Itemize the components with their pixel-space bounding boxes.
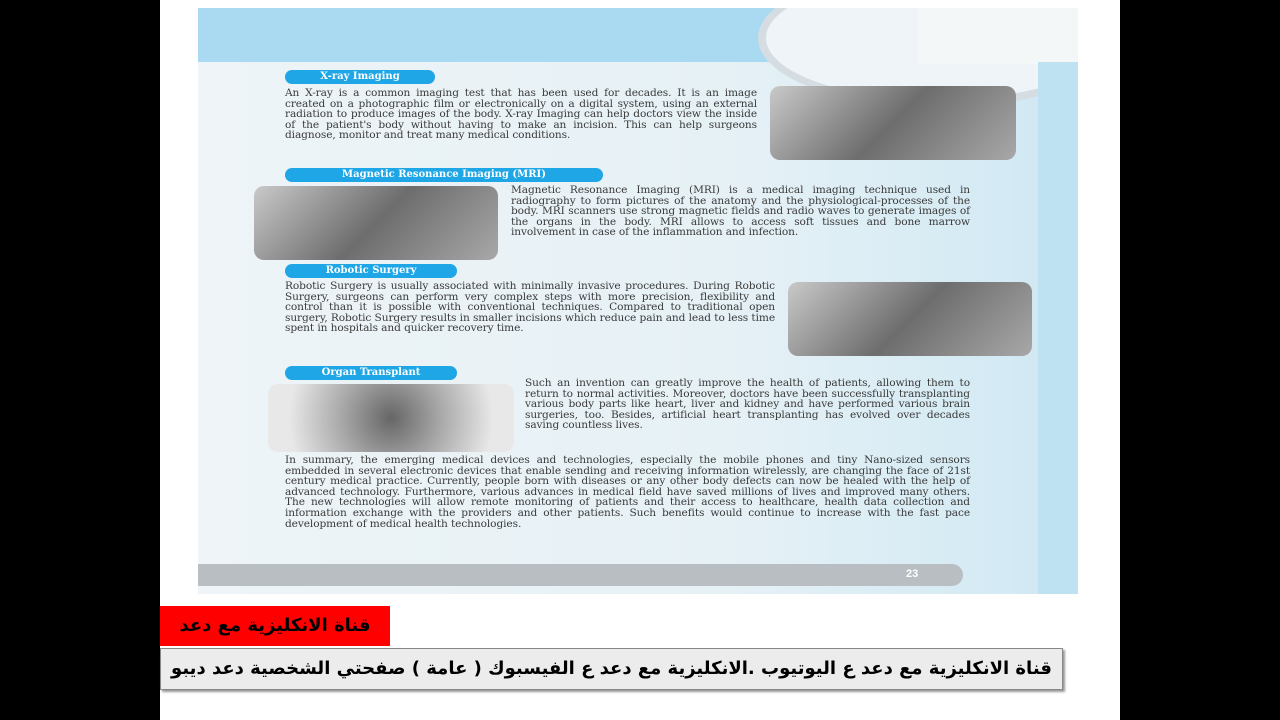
mri-photo bbox=[254, 186, 498, 260]
robotic-text: Robotic Surgery is usually associated with minimally invasive procedures. During Robotic Surgery, surgeons can perform very complex steps with more precision, flexibility and control than it is possible with conventional techniques. Compared to traditional open surgery, Robotic Surgery results in smaller incisions which reduce pain and lead to less time spent in hospitals and quicker recovery time. bbox=[285, 280, 775, 335]
channel-banner: قناة الانكليزية مع دعد ع اليوتيوب .الانكليزية مع دعد ع الفيسبوك ( عامة ) صفحتي الشخصية دعد ديبو bbox=[160, 648, 1063, 690]
page-footer-bar bbox=[198, 564, 963, 586]
section-title-mri: Magnetic Resonance Imaging (MRI) bbox=[285, 168, 603, 182]
section-title-xray: X-ray Imaging bbox=[285, 70, 435, 84]
organ-transplant-photo bbox=[268, 384, 514, 452]
xray-text: An X-ray is a common imaging test that has been used for decades. It is an image created on a photographic film or electronically on a digital system, using an external radiation to produce images of the body. X-ray Imaging can help doctors view the inside of the patient's body without having to make an incision. This can help surgeons diagnose, monitor and treat many medical conditions. bbox=[285, 87, 757, 142]
xray-photo bbox=[770, 86, 1016, 160]
summary-text: In summary, the emerging medical devices and technologies, especially the mobile phones and tiny Nano-sized sensors embedded in several electronic devices that enable sending and receiving information wirelessly, are changing the face of 21st century medical practice. Currently, people born with diseases or any other body defects can now be healed with the help of advanced technology. Furthermore, various advances in medical field have saved millions of lives and improved many others. The new technologies will allow remote monitoring of patients and their access to healthcare, health data collection and information exchange with the providers and other patients. Such benefits would continue to increase with the fast pace development of medical health technologies. bbox=[285, 454, 970, 530]
textbook-page bbox=[198, 8, 1078, 594]
section-title-organ: Organ Transplant bbox=[285, 366, 457, 380]
organ-text: Such an invention can greatly improve the health of patients, allowing them to return to normal activities. Moreover, doctors have been successfully transplanting various body parts like heart, liver and kidney and have performed various brain surgeries, too. Besides, artificial heart transplanting has evolved over decades saving countless lives. bbox=[525, 377, 970, 432]
header-corner bbox=[918, 8, 1078, 64]
mri-text: Magnetic Resonance Imaging (MRI) is a medical imaging technique used in radiography to form pictures of the anatomy and the physiological-processes of the body. MRI scanners use strong magnetic fields and radio waves to generate images of the organs in the body. MRI allows to access soft tissues and bone marrow involvement in case of the inflammation and infection. bbox=[511, 184, 970, 239]
side-band bbox=[1038, 62, 1078, 594]
page-number: 23 bbox=[906, 568, 919, 580]
section-title-robotic: Robotic Surgery bbox=[285, 264, 457, 278]
robotic-surgery-photo bbox=[788, 282, 1032, 356]
channel-caption: قناة الانكليزية مع دعد bbox=[160, 606, 390, 646]
